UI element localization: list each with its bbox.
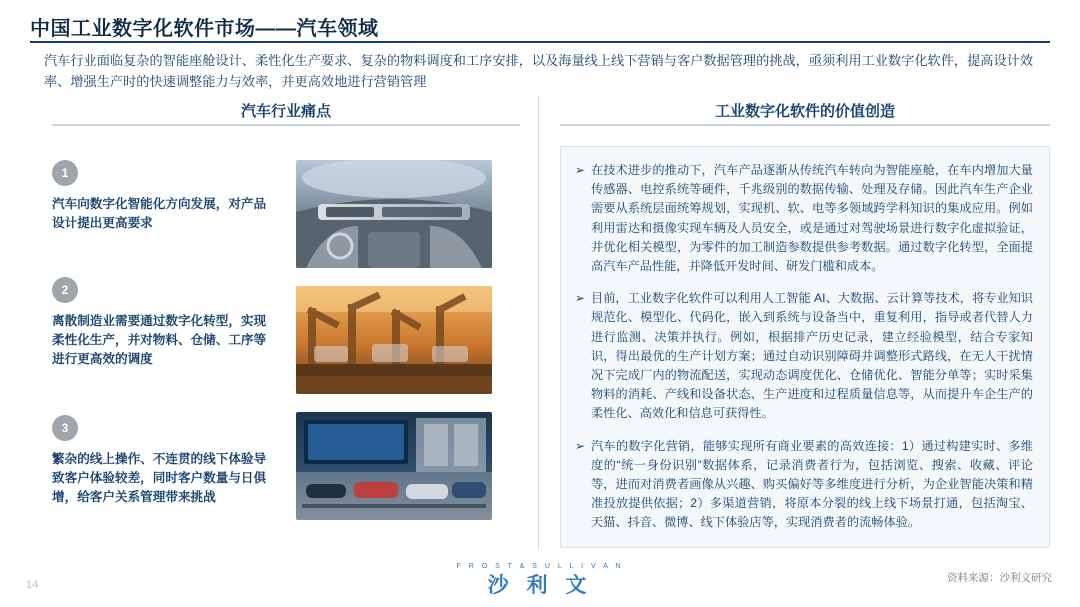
column-divider — [538, 95, 539, 550]
footer-logo-title: 沙 利 文 — [487, 574, 593, 597]
value-bullet — [575, 437, 1033, 533]
pain-point-list — [52, 160, 282, 551]
page-title: 中国工业数字化软件市场——汽车领域 — [30, 18, 379, 40]
bottom-bar — [0, 603, 1080, 607]
right-column-header: 工业数字化软件的价值创造 — [714, 103, 895, 120]
value-bullet — [575, 289, 1033, 423]
footer-logo-subtitle: F R O S T & S U L L I V A N — [456, 563, 624, 570]
value-bullet-text: 汽车的数字化营销，能够实现所有商业要素的高效连接：1）通过构建实时、多维度的“统一身份识别”数据体系，记录消费者行为，包括浏览、搜索、收藏、评论等，进而对消费者画像从兴趣、购买偏好等多维度进行分析，为企业智能决策和精准投放提供依据；2）多渠道营销，将原本分裂的线上线下场景打通，包括淘宝、天猫、抖音、微博、线下体验店等，实现消费者的流畅体验。 — [591, 438, 1033, 530]
bullet-arrow-icon: ➢ — [575, 163, 586, 177]
source-note: 资料来源：沙利文研究 — [947, 572, 1052, 584]
pain-point-text: 繁杂的线上操作、不连贯的线下体验导致客户体验较差，同时客户数量与日俱增，给客户关系管理带来挑战 — [52, 452, 267, 504]
value-bullet-text: 目前，工业数字化软件可以利用人工智能 AI、大数据、云计算等技术，将专业知识规范化、模型化、代码化，嵌入到系统与设备当中，重复利用，指导或者代替人力进行监测、决策并执行。例如，根据排产历史记录，建立经验模型，结合专家知识，得出最优的生产计划方案；通过自动识别障碍并调整形式路线，在无人干扰情况下完成厂内的物流配送，实现动态调度优化、仓储优化、智能分单等；实时采集物料的消耗、产线和设备状态、生产进度和过程质量信息等，从而提升车企生产的柔性化、高效化和信息可获得性。 — [591, 291, 1033, 421]
bullet-arrow-icon: ➢ — [575, 291, 586, 306]
pain-point-badge: 1 — [52, 160, 78, 186]
pain-point-badge: 2 — [52, 277, 78, 303]
value-creation-panel — [560, 146, 1050, 548]
bullet-arrow-icon: ➢ — [575, 438, 586, 453]
left-column-header: 汽车行业痛点 — [240, 103, 331, 120]
footer-logo — [0, 563, 1080, 599]
pain-point-text: 汽车向数字化智能化方向发展，对产品设计提出更高要求 — [52, 197, 267, 230]
value-bullet-text: 在技术进步的推动下，汽车产品逐渐从传统汽车转向为智能座舱，在车内增加大量传感器、电控系统等硬件，千兆级别的数据传输、处理及存储。因此汽车生产企业需要从系统层面统筹规划，实现机、软、电等多领域跨学科知识的集成应用。例如利用雷达和摄像实现车辆及人员安全，或是通过对驾驶场景进行数字化虚拟验证，并优化相关模型，为零件的加工制造参数提供参考数据。通过数字化转型，全面提高汽车产品性能，并降低开发时间、研发门槛和成本。 — [591, 163, 1033, 274]
left-header-rule — [52, 124, 520, 126]
pain-point-item — [52, 160, 282, 233]
title-divider — [30, 41, 1050, 43]
value-bullet — [575, 161, 1033, 276]
car-interior-cockpit-image — [296, 160, 492, 268]
right-header-rule — [560, 124, 1050, 126]
pain-point-text: 离散制造业需要通过数字化转型，实现柔性化生产，并对物料、仓储、工序等进行更高效的调度 — [52, 314, 267, 366]
page-number: 14 — [26, 579, 39, 591]
intro-paragraph: 汽车行业面临复杂的智能座舱设计、柔性化生产要求、复杂的物料调度和工序安排，以及海量线上线下营销与客户数据管理的挑战，亟须利用工业数字化软件，提高设计效率、增强生产时的快速调整能力与效率，并更高效地进行营销管理 — [44, 53, 1034, 89]
pain-point-item — [52, 277, 282, 369]
car-showroom-image — [296, 412, 492, 520]
pain-point-item — [52, 415, 282, 507]
pain-point-badge: 3 — [52, 415, 78, 441]
robotic-assembly-line-image — [296, 286, 492, 394]
